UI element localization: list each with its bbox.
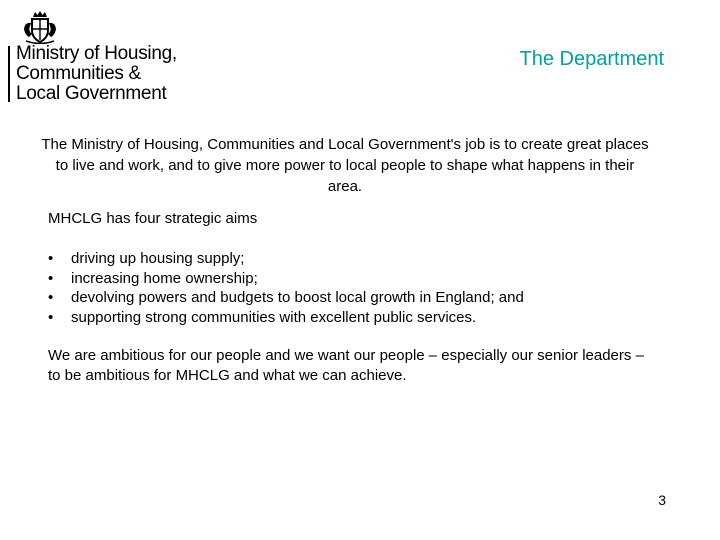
aims-list-item: • supporting strong communities with excellent public services. [48,308,524,328]
ministry-name-line: Communities & [16,63,141,84]
aims-list-item: • devolving powers and budgets to boost local growth in England; and [48,288,524,308]
closing-paragraph: We are ambitious for our people and we want our people – especially our senior leaders – to be ambitious for MHCLG and what we can achieve. [48,347,644,384]
intro-paragraph: The Ministry of Housing, Communities and Local Government's job is to create great places to live and work, and to give more power to local people to shape what happens in their area. [41,136,649,195]
ministry-name-line: Ministry of Housing, [16,43,177,64]
ministry-name-line: Local Government [16,83,167,104]
logo-rule [8,46,10,102]
royal-crest-icon [22,10,58,44]
ministry-name [16,44,177,104]
aims-list-item: • driving up housing supply; [48,249,524,269]
page-title: The Department [519,48,664,70]
aims-list-item: • increasing home ownership; [48,269,524,289]
aims-list [48,249,524,327]
page-number: 3 [658,492,666,508]
aims-heading: MHCLG has four strategic aims [48,210,258,227]
ministry-logo [8,10,188,102]
